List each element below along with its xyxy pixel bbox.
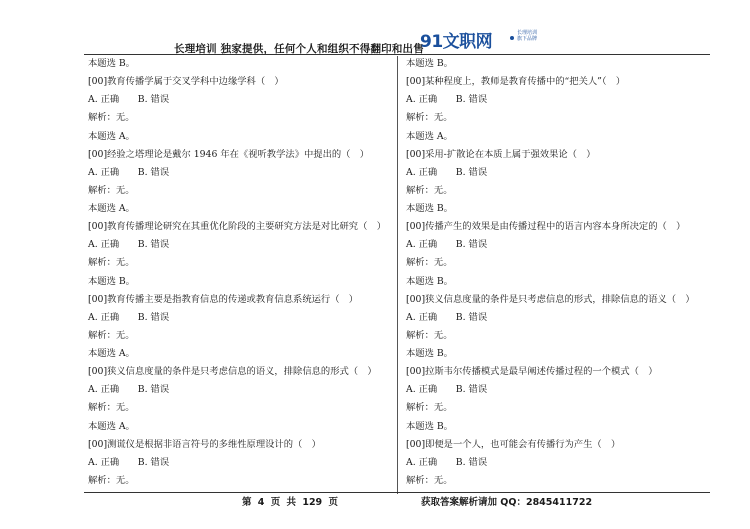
answer-line: 本题选 B。 [406,420,453,432]
question-line: [00]教育传播理论研究在其重优化阶段的主要研究方法是对比研究（ ） [88,221,386,233]
options-line: A. 正确 B. 错误 [88,239,170,251]
analysis-line: 解析：无。 [88,112,135,124]
question-line: [00]教育传播学属于交叉学科中边缘学科（ ） [88,76,284,88]
right-column [406,55,706,490]
options-line: A. 正确 B. 错误 [406,311,488,323]
analysis-line: 解析：无。 [88,329,135,341]
contact-info: 获取答案解析请加 QQ：2845411722 [421,497,593,508]
analysis-line: 解析：无。 [406,474,453,486]
column-divider [397,56,398,494]
page-number: 第 4 页 共 129 页 [242,497,338,508]
question-line: [00]狭义信息度量的条件是只考虑信息的形式，排除信息的语义（ ） [406,293,695,305]
options-line: A. 正确 B. 错误 [406,166,488,178]
question-line: [00]某种程度上，教师是教育传播中的“把关人”（ ） [406,76,626,88]
answer-line: 本题选 B。 [88,275,135,287]
options-line: A. 正确 B. 错误 [406,239,488,251]
analysis-line: 解析：无。 [406,257,453,269]
logo-subtitle [517,30,537,42]
options-line: A. 正确 B. 错误 [406,456,488,468]
question-line: [00]教育传播主要是指教育信息的传递或教育信息系统运行（ ） [88,293,359,305]
question-line: [00]采用-扩散论在本质上属于强效果论（ ） [406,148,596,160]
question-line: [00]传播产生的效果是由传播过程中的语言内容本身所决定的（ ） [406,221,686,233]
answer-line: 本题选 B。 [88,58,135,69]
logo-sub-line-2: 旗下品牌 [517,36,538,42]
answer-line: 本题选 B。 [406,58,453,69]
left-column [88,55,388,490]
logo-sub-line-1: 长理培训 [517,30,538,36]
footer-divider [84,492,710,493]
answer-line: 本题选 A。 [88,203,135,214]
header-notice: 长理培训 独家提供，任何个人和组织不得翻印和出售 [174,43,424,55]
answer-line: 本题选 A。 [88,348,135,359]
question-line: [00]狭义信息度量的条件是只考虑信息的语义，排除信息的形式（ ） [88,366,377,378]
analysis-line: 解析：无。 [406,329,453,341]
question-line: [00]拉斯韦尔传播模式是最早阐述传播过程的一个模式（ ） [406,366,658,378]
options-line: A. 正确 B. 错误 [88,94,170,106]
analysis-line: 解析：无。 [406,112,453,124]
options-line: A. 正确 B. 错误 [88,166,170,178]
answer-line: 本题选 A。 [88,130,135,142]
analysis-line: 解析：无。 [88,184,135,196]
options-line: A. 正确 B. 错误 [406,384,488,396]
analysis-line: 解析：无。 [406,184,453,196]
question-line: [00]测谎仪是根据非语言符号的多维性原理设计的（ ） [88,438,321,450]
options-line: A. 正确 B. 错误 [88,456,170,468]
analysis-line: 解析：无。 [88,402,135,414]
answer-line: 本题选 A。 [88,420,135,432]
analysis-line: 解析：无。 [406,402,453,414]
answer-line: 本题选 A。 [406,130,453,142]
analysis-line: 解析：无。 [88,257,135,269]
options-line: A. 正确 B. 错误 [406,94,488,106]
answer-line: 本题选 B。 [406,348,453,359]
answer-line: 本题选 B。 [406,203,453,214]
options-line: A. 正确 B. 错误 [88,311,170,323]
logo-dot-icon [510,36,514,40]
question-line: [00]即便是一个人，也可能会有传播行为产生（ ） [406,438,621,450]
answer-line: 本题选 B。 [406,275,453,287]
question-line: [00]经验之塔理论是戴尔 1946 年在《视听教学法》中提出的（ ） [88,148,370,160]
analysis-line: 解析：无。 [88,474,135,486]
options-line: A. 正确 B. 错误 [88,384,170,396]
logo-text: 91文职网 [420,32,493,52]
